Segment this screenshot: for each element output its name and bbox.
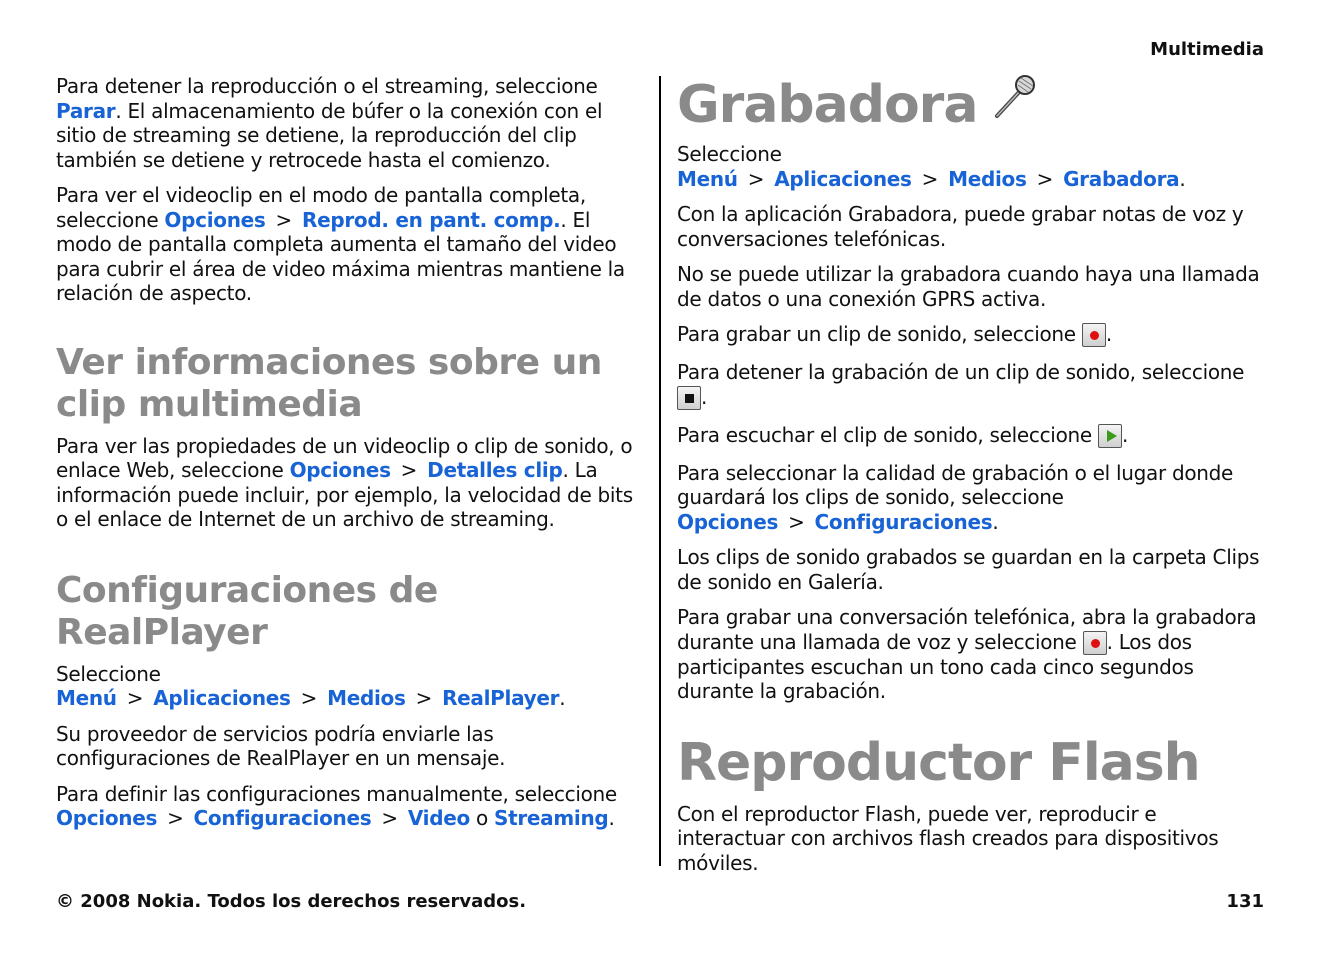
microphone-icon (991, 74, 1037, 132)
paragraph-realplayer-path (56, 662, 646, 711)
separator: > (415, 686, 433, 710)
record-icon[interactable] (1082, 323, 1106, 347)
text: . La información puede incluir, por ejemplo, la velocidad de bits o el enlace de Internet de un archivo de streaming. (56, 458, 633, 531)
separator: > (126, 686, 144, 710)
text: Para detener la grabación de un clip de sonido, seleccione (677, 360, 1245, 384)
link-reprod-pant-comp[interactable]: Reprod. en pant. comp. (301, 207, 561, 232)
paragraph-record-call (677, 605, 1269, 704)
text: . (701, 384, 708, 409)
copyright: © 2008 Nokia. Todos los derechos reservados. (56, 891, 527, 912)
text: Para ver el videoclip en el modo de pantalla completa, seleccione (56, 183, 586, 232)
paragraph-stop-recording (677, 360, 1269, 410)
text: No se puede utilizar la grabadora cuando haya una llamada de datos o una conexión GPRS activa. (677, 262, 1260, 311)
text: . El almacenamiento de búfer o la conexión con el sitio de streaming se detiene, la reproducción del clip también se detiene y retrocede hasta el comienzo. (56, 98, 603, 172)
separator: > (167, 806, 184, 830)
paragraph-listen (677, 423, 1269, 448)
column-divider (659, 76, 661, 866)
text: Para detener la reproducción o el streaming, seleccione (56, 74, 598, 98)
link-aplicaciones[interactable]: Aplicaciones (153, 686, 291, 710)
separator: > (788, 509, 805, 534)
link-configuraciones[interactable]: Configuraciones (814, 509, 993, 534)
link-realplayer[interactable]: RealPlayer (442, 686, 560, 710)
play-icon[interactable] (1098, 424, 1122, 448)
paragraph-provider (56, 722, 646, 771)
text: Seleccione (677, 142, 782, 166)
link-opciones[interactable]: Opciones (164, 207, 266, 232)
paragraph-saved-clips (677, 545, 1269, 594)
page-number: 131 (1226, 891, 1264, 912)
text: Con la aplicación Grabadora, puede grabar notas de voz y conversaciones telefónicas. (677, 202, 1244, 251)
record-icon[interactable] (1083, 631, 1107, 655)
text: . (1121, 422, 1129, 447)
link-opciones[interactable]: Opciones (677, 509, 779, 534)
link-video[interactable]: Video (407, 806, 470, 830)
link-menu[interactable]: Menú (677, 166, 738, 191)
separator: > (747, 166, 765, 191)
separator: > (921, 166, 939, 191)
separator: > (400, 458, 418, 482)
heading-grabadora (677, 74, 1269, 134)
text: Su proveedor de servicios podría enviarle las configuraciones de RealPlayer en un mensaje. (56, 721, 506, 770)
text: Para grabar una conversación telefónica, abra la grabadora durante una llamada de voz y seleccione (677, 605, 1257, 654)
text: . (1105, 322, 1112, 346)
heading-configuraciones-realplayer: Configuraciones de RealPlayer (56, 569, 438, 653)
link-streaming[interactable]: Streaming (493, 806, 609, 830)
separator: > (381, 806, 398, 830)
section-label: Multimedia (1150, 39, 1264, 60)
link-grabadora[interactable]: Grabadora (1063, 166, 1180, 191)
paragraph-manual-config (56, 782, 646, 831)
separator: > (275, 207, 292, 232)
separator: > (300, 686, 318, 710)
paragraph-stop-playback (56, 74, 646, 172)
text: . (992, 509, 999, 534)
link-parar[interactable]: Parar (56, 98, 116, 123)
text: . (559, 686, 566, 710)
paragraph-quality (677, 461, 1269, 535)
paragraph-record (677, 322, 1269, 347)
link-configuraciones[interactable]: Configuraciones (193, 806, 372, 830)
text: Seleccione (56, 661, 161, 686)
text: . Los dos participantes escuchan un tono cada cinco segundos durante la grabación. (677, 629, 1194, 703)
text: Con el reproductor Flash, puede ver, reproducir e interactuar con archivos flash creados para dispositivos móviles. (677, 801, 1219, 875)
paragraph-grabadora-intro (677, 202, 1269, 251)
link-medios[interactable]: Medios (948, 166, 1027, 191)
paragraph-flash (677, 802, 1269, 876)
text: . (1179, 166, 1186, 191)
link-menu[interactable]: Menú (56, 686, 117, 710)
link-opciones[interactable]: Opciones (56, 806, 158, 830)
text: Para definir las configuraciones manualmente, seleccione (56, 781, 617, 806)
text: . (608, 806, 615, 830)
heading-text: Grabadora (677, 75, 978, 135)
link-detalles-clip[interactable]: Detalles clip (427, 458, 563, 482)
heading-ver-informaciones: Ver informaciones sobre un clip multimedia (56, 341, 602, 425)
right-column (677, 74, 1269, 886)
text: Los clips de sonido grabados se guardan en la carpeta Clips de sonido en Galería. (677, 545, 1260, 594)
left-column (56, 74, 646, 842)
link-medios[interactable]: Medios (327, 686, 406, 710)
paragraph-fullscreen (56, 183, 646, 306)
text: Para escuchar el clip de sonido, seleccione (677, 422, 1098, 447)
text: Para grabar un clip de sonido, seleccione (677, 322, 1082, 346)
link-opciones[interactable]: Opciones (289, 458, 391, 482)
text: o (469, 806, 494, 830)
text: . El modo de pantalla completa aumenta el tamaño del video para cubrir el área de video máxima mientras mantiene la relación de aspecto. (56, 207, 625, 305)
link-aplicaciones[interactable]: Aplicaciones (774, 166, 912, 191)
paragraph-properties (56, 434, 646, 532)
heading-reproductor-flash: Reproductor Flash (677, 732, 1200, 793)
stop-icon[interactable] (677, 386, 701, 410)
text: Para ver las propiedades de un videoclip o clip de sonido, o enlace Web, seleccione (56, 433, 633, 482)
text: Para seleccionar la calidad de grabación o el lugar donde guardará los clips de sonido, seleccione (677, 460, 1234, 509)
separator: > (1036, 166, 1054, 191)
paragraph-grabadora-limit (677, 262, 1269, 311)
paragraph-grabadora-path (677, 142, 1269, 191)
